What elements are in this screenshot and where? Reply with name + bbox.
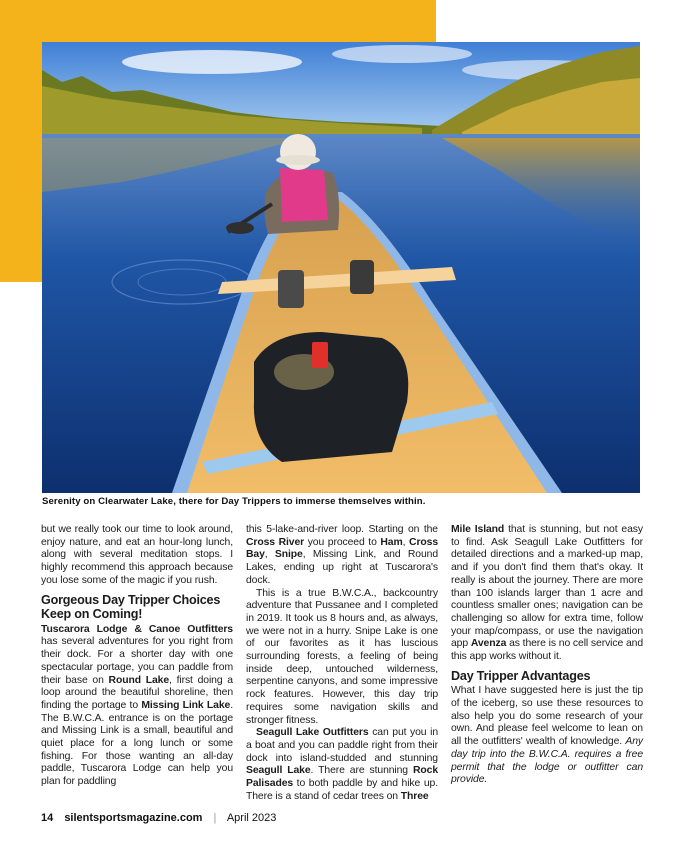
bold-term: Mile Island bbox=[451, 524, 505, 535]
text-run: to both paddle by and hike up. There is a stand of cedar trees on bbox=[246, 778, 438, 802]
text-run: . There are stunning bbox=[310, 765, 413, 777]
text-run: , Missing Link, and Round Lakes, ending up right at Tuscarora's dock. bbox=[246, 549, 438, 586]
text-run: you proceed to bbox=[304, 536, 381, 548]
bold-term: Snipe bbox=[274, 549, 303, 561]
section-heading: Day Tripper Advantages bbox=[451, 668, 591, 683]
website-url: silentsportsmagazine.com bbox=[64, 812, 203, 824]
article-column-1 bbox=[41, 524, 233, 789]
paragraph: but we really took our time to look around, enjoy nature, and eat an hour-long lunch, along with several meditation stops. I highly recommend this approach because you lose some of the magic if you rush. bbox=[41, 524, 233, 586]
bold-term: Avenza bbox=[470, 638, 507, 650]
bold-term: Rock Palisades bbox=[246, 765, 439, 790]
bold-term: Cross River bbox=[246, 536, 305, 548]
paragraph bbox=[451, 685, 643, 787]
text-run: has several adventures for you right from their dock. For a shorter day with one spectacular portage, you can paddle from their base on bbox=[41, 636, 233, 686]
paragraph bbox=[246, 727, 438, 803]
section-heading: Gorgeous Day Tripper Choices Keep on Coming! bbox=[41, 592, 221, 622]
bold-term: Seagull Lake bbox=[246, 765, 311, 777]
paragraph bbox=[451, 524, 643, 664]
text-run: can put you in a boat and you can paddle right from their dock into island-studded and stunning bbox=[246, 727, 439, 764]
text-run: . The B.W.C.A. entrance is on the portage and Missing Link is a small, beautiful and quiet place for a long lunch or some fishing. For those wanting an all-day paddle, Tuscarora Lodge can help you plan for paddling bbox=[41, 699, 233, 788]
text-run: What I have suggested here is just the tip of the iceberg, so use these resources to also help you do some research of your own. And please feel welcome to lean on all the outfitters' wealth of knowledge. bbox=[451, 685, 643, 748]
page-number: 14 bbox=[41, 812, 54, 824]
text-run: , bbox=[264, 549, 275, 561]
bold-term: Cross Bay bbox=[246, 536, 438, 561]
text-run: , bbox=[402, 536, 410, 548]
page-footer bbox=[41, 812, 276, 824]
article-column-3 bbox=[451, 524, 643, 787]
text-run: , first doing a loop around the beautiful shoreline, then finding the portage to bbox=[41, 674, 233, 711]
italic-text: Any day trip into the B.W.C.A. requires a free permit that the lodge or outfitter can provide. bbox=[451, 736, 643, 786]
text-run: as there is no cell service and this app works without it. bbox=[451, 638, 643, 663]
article-column-2 bbox=[246, 524, 438, 803]
issue-date: April 2023 bbox=[226, 812, 277, 824]
footer-separator: | bbox=[213, 812, 217, 824]
bold-term: Seagull Lake Outfitters bbox=[256, 727, 369, 739]
bold-term: Missing Link Lake bbox=[141, 699, 231, 711]
bold-term: Tuscarora Lodge & Canoe Outfitters bbox=[41, 623, 233, 635]
text-run: that is stunning, but not easy to find. Ask Seagull Lake Outfitters for detailed directions and a marked-up map, and if you don't find them that's okay. It really is about the journey. There are more than 100 islands larger than 1 acre and countless smaller ones; navigation can be challenging so allow for extra time, follow your map/compass, or use the navigation app bbox=[451, 524, 643, 650]
canoe-photo bbox=[42, 42, 640, 493]
bold-term: Round Lake bbox=[108, 674, 170, 686]
bold-term: Three bbox=[400, 790, 429, 802]
paragraph bbox=[246, 524, 438, 588]
paragraph: This is a true B.W.C.A., backcountry adventure that Pussanee and I completed in 2019. It took us 8 hours and, as always, we were not in a hurry. Snipe Lake is one of our favorites as it has luscious surrounding forests, a feeling of being inside deep, untouched wilderness, serpentine canyons, and some impressive rock features. However, this day trip requires some navigation skills and stronger fitness. bbox=[246, 587, 438, 726]
paragraph bbox=[41, 624, 233, 789]
photo-caption: Serenity on Clearwater Lake, there for Day Trippers to immerse themselves within. bbox=[42, 496, 426, 507]
bold-term: Ham bbox=[380, 536, 403, 548]
text-run: this 5-lake-and-river loop. Starting on the bbox=[246, 524, 438, 535]
